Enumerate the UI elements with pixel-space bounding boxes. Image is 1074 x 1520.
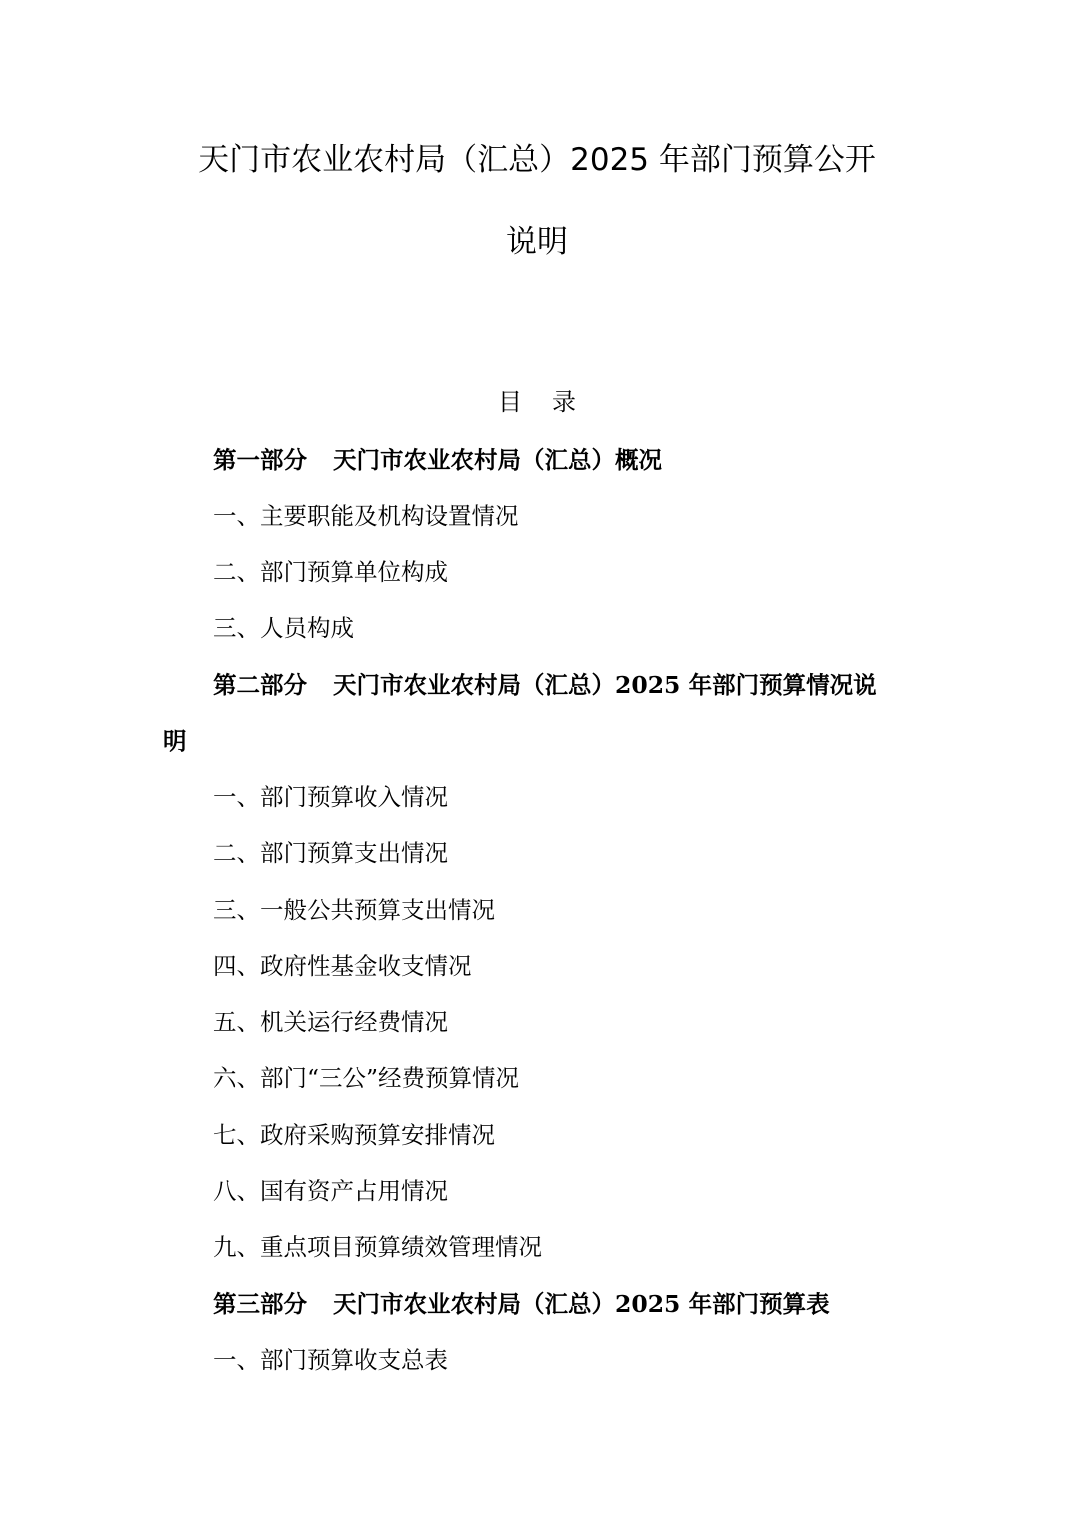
toc-item[interactable]: 三、一般公共预算支出情况 (213, 896, 495, 924)
toc-item[interactable]: 二、部门预算单位构成 (213, 558, 448, 586)
toc-part-2-title: 天门市农业农村局（汇总）2025 年部门预算情况说 (333, 671, 877, 699)
toc-item[interactable]: 四、政府性基金收支情况 (213, 952, 472, 980)
toc-item[interactable]: 一、主要职能及机构设置情况 (213, 502, 519, 530)
toc-item[interactable]: 八、国有资产占用情况 (213, 1177, 448, 1205)
toc-part-3-label: 第三部分 (213, 1290, 307, 1318)
toc-heading-right: 录 (552, 388, 576, 416)
toc-part-3-title: 天门市农业农村局（汇总）2025 年部门预算表 (333, 1290, 830, 1318)
toc-item[interactable]: 二、部门预算支出情况 (213, 839, 448, 867)
toc-part-2[interactable] (213, 669, 877, 701)
toc-part-1-label: 第一部分 (213, 446, 307, 474)
toc-part-2-title-wrap[interactable]: 明 (163, 727, 187, 755)
document-title-line-1: 天门市农业农村局（汇总）2025 年部门预算公开 (198, 142, 876, 178)
toc-item[interactable]: 一、部门预算收支总表 (213, 1346, 448, 1374)
toc-part-3[interactable] (213, 1288, 830, 1320)
toc-item[interactable]: 六、部门“三公”经费预算情况 (213, 1064, 520, 1092)
toc-heading (0, 386, 1074, 418)
toc-item[interactable]: 五、机关运行经费情况 (213, 1008, 448, 1036)
document-title-line-2: 说明 (506, 224, 568, 260)
toc-part-1-title: 天门市农业农村局（汇总）概况 (333, 446, 662, 474)
toc-heading-left: 目 (498, 388, 522, 416)
toc-item[interactable]: 九、重点项目预算绩效管理情况 (213, 1233, 542, 1261)
toc-item[interactable]: 一、部门预算收入情况 (213, 783, 448, 811)
toc-part-2-label: 第二部分 (213, 671, 307, 699)
toc-item[interactable]: 七、政府采购预算安排情况 (213, 1121, 495, 1149)
toc-item[interactable]: 三、人员构成 (213, 614, 354, 642)
toc-part-1[interactable] (213, 444, 662, 476)
